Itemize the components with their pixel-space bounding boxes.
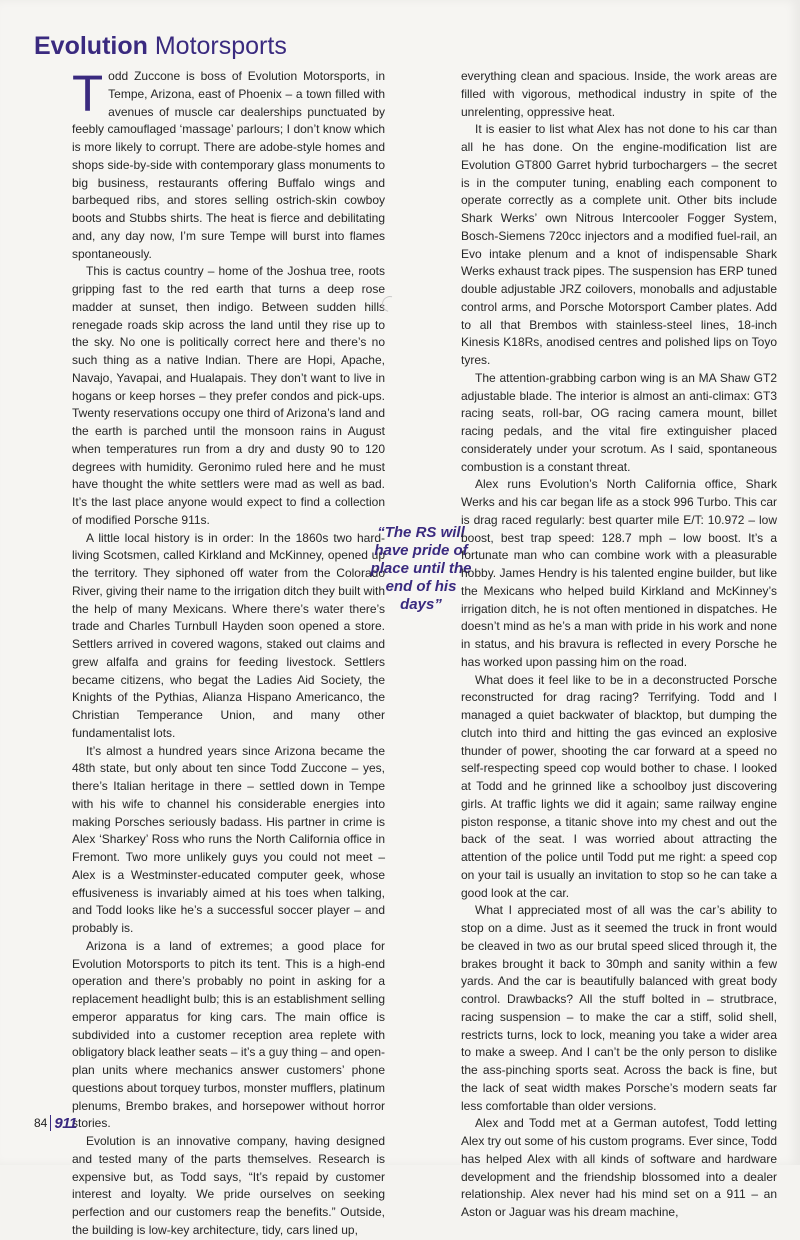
magazine-logo: 911: [54, 1114, 77, 1132]
title-light: Motorsports: [154, 32, 287, 60]
paragraph: What I appreciated most of all was the car’s ability to stop on a dime. Just as it seemed the truck in front would be cleaved in two as our brutal speed sliced through it, the brakes brought it back to 30mph and sanity within a few yards. And the car is beautifully balanced with great body control. Drawbacks? All the stuff bolted in – strutbrace, racing suspension – to make the car a stiff, solid shell, restricts turns, lock to lock, meaning you take a wider area to make a sweep. And I can’t be the only person to dislike the ass-pinching sports seat. Across the back is fine, but the lack of seat width makes Porsche’s modern seats far less comfortable than older versions.: [461, 903, 777, 1113]
paragraph: This is cactus country – home of the Joshua tree, roots gripping fast to the red earth that turns a deep rose madder at sunset, then indigo. Between sudden hills renegade roads skip across the land until they rise up to the sky. No one is politically correct here and there’s no such thing as a native Indian. There are Hopi, Apache, Navajo, Yavapai, and Hualapais. They don’t want to live in hogans or keep horses – they prefer condos and pick-ups. Twenty reservations occupy one third of Arizona’s land and the earth is parched until the monsoon rains in August when temperatures run from a dry and dusty 90 to 120 degrees with humidity. Geronimo ruled here and he must have thought the white settlers were mad as well as bad. It’s the last place anyone would expect to find a collection of modified Porsche 911s.: [72, 264, 385, 527]
paragraph-text: odd Zuccone is boss of Evolution Motorsports, in Tempe, Arizona, east of Phoenix – a town filled with avenues of muscle car dealerships punctuated by feebly camouflaged ‘massage’ parlours; I don’t know which is more likely to corrupt. There are adobe-style homes and shops side-by-side with contemporary glass monuments to big business, restaurants offering Buffalo wings and barbequed ribs, and stores selling ostrich-skin cowboy boots and Stubbs shirts. The heat is fierce and debilitating and, any day now, I’m sure Tempe will burst into flames spontaneously.: [72, 69, 385, 261]
paragraph: Alex and Todd met at a German autofest, Todd letting Alex try out some of his custom programs. Ever since, Todd has helped Alex with all kinds of software and hardware development and the friendship blossomed into a dealer relationship. Alex never had his mind set on a 911 – an Aston or Jaguar was his dream machine,: [461, 1116, 777, 1219]
paragraph: [72, 65, 385, 263]
paragraph: Evolution is an innovative company, having designed and tested many of the parts themselves. Research is expensive but, as Todd says, “It’s repaid by customer interest and loyalty. We pride ourselves on seeking perfection and our customers reap the benefits.” Outside, the building is low-key architecture, tidy, cars lined up,: [72, 1134, 385, 1237]
left-column: [72, 65, 385, 1240]
page-footer: [34, 1114, 77, 1132]
paragraph: Arizona is a land of extremes; a good place for Evolution Motorsports to pitch its tent. This is a high-end operation and there’s probably no point in asking for a replacement headlight bulb; this is an establishment selling emperor apparatus for king cars. The main office is subdivided into a customer reception area replete with obligatory black leather seats – it’s a guy thing – and open-plan units where mechanics answer customers’ phone questions about torquey turbos, monster mufflers, platinum plenums, Brembo brakes, and horsepower without horror stories.: [72, 938, 385, 1131]
paragraph: everything clean and spacious. Inside, the work areas are filled with vigorous, methodical industry in spite of the unrelenting, oppressive heat.: [461, 69, 777, 119]
paragraph: A little local history is in order: In the 1860s two hard-living Scotsmen, called Kirkland and McKinney, opened up the territory. They siphoned off water from the Colorado River, giving their name to the irrigation ditch they built with the help of many Mexicans. Where there’s water there’s trade and Charles Turnbull Hayden soon opened a store. Settlers arrived in covered wagons, staked out claims and grew alfalfa and grains for feeding livestock. Settlers became citizens, who begat the Ladies Aid Society, the Knights of the Pythias, Alianza Hispano Americanco, the Christian Temperance Union, and many other fundamentalist lots.: [72, 530, 385, 740]
title-bold: Evolution: [34, 32, 148, 60]
folio-divider: [50, 1115, 51, 1131]
paragraph: Alex runs Evolution’s North California office, Shark Werks and his car began life as a stock 996 Turbo. This car is drag raced regularly: best quarter mile E/T: 10.972 – low boost, best trap speed: 128.7 mph – low boost. It’s a fortunate man who can combine work with a pleasurable hobby. James Hendry is his talented engine builder, but like the Mexicans who helped build Kirkland and McKinney’s irrigation ditch, he is not often mentioned in dispatches. He doesn’t mind as he’s a man with pride in his work and none in status, and his bravura is reflected in every Porsche he has worked upon passing him on the road.: [461, 477, 777, 669]
right-column: [461, 68, 777, 1222]
paragraph: The attention-grabbing carbon wing is an MA Shaw GT2 adjustable blade. The interior is almost an anti-climax: GT3 racing seats, roll-bar, OG racing camera mount, billet racing pedals, and the vital fire extinguisher placed considerately under your scrotum. As I said, spontaneous combustion is a constant threat.: [461, 370, 777, 474]
paragraph: What does it feel like to be in a deconstructed Porsche reconstructed for drag racing? Terrifying. Todd and I managed a quiet backwater of blacktop, but dumping the clutch into third and hitting the gas evinced an explosive thunder of power, shooting the car forward at a speed no self-respecting speed cop would bother to chase. I looked at Todd and he grinned like a schoolboy just discovering girls. At traffic lights we did it again; same railway engine piston response, a titanic shove into my chest and out the back of the seat. I was worried about attracting the attention of the police until Todd put me right: a speed cop on your tail is usually an invitation to stop so he can take a good look at the car.: [461, 672, 777, 900]
drop-cap: T: [72, 65, 104, 122]
article-title: [34, 30, 287, 62]
pull-quote: “The RS will have pride of place until the end of his days”: [370, 524, 472, 613]
page-number: 84: [34, 1116, 48, 1130]
paragraph: It’s almost a hundred years since Arizona became the 48th state, but only about ten since Todd Zuccone – yes, there’s Italian heritage in there – settled down in Tempe with his wife to channel his considerable energies into making Porsches seriously badass. His partner in crime is Alex ‘Sharkey’ Ross who runs the North California office in Fremont. Two more unlikely guys you could not meet – Alex is a Westminster-educated computer geek, whose effusiveness is invariably aimed at his toes when talking, and Todd looks like he’s a successful soccer player – and probably is.: [72, 743, 385, 935]
paragraph: It is easier to list what Alex has not done to his car than all he has done. On the engine-modification list are Evolution GT800 Garret hybrid turbochargers – the secret is in the computer tuning, enabling each component to operate correctly as a complete unit. Other bits include Shark Werks’ own Nitrous Intercooler Fogger System, Bosch-Siemens 720cc injectors and a modified fuel-rail, an Evo intake plenum and a knot of indispensable Shark Werks exhaust track pipes. The suspension has ERP tuned double adjustable JRZ coilovers, monoballs and adjustable control arms, and Porsche Motorsport Camber plates. Add to all that Brembos with stainless-steel lines, 18-inch Kinesis K18Rs, anodised centres and polished lips on Toyo tyres.: [461, 122, 777, 367]
